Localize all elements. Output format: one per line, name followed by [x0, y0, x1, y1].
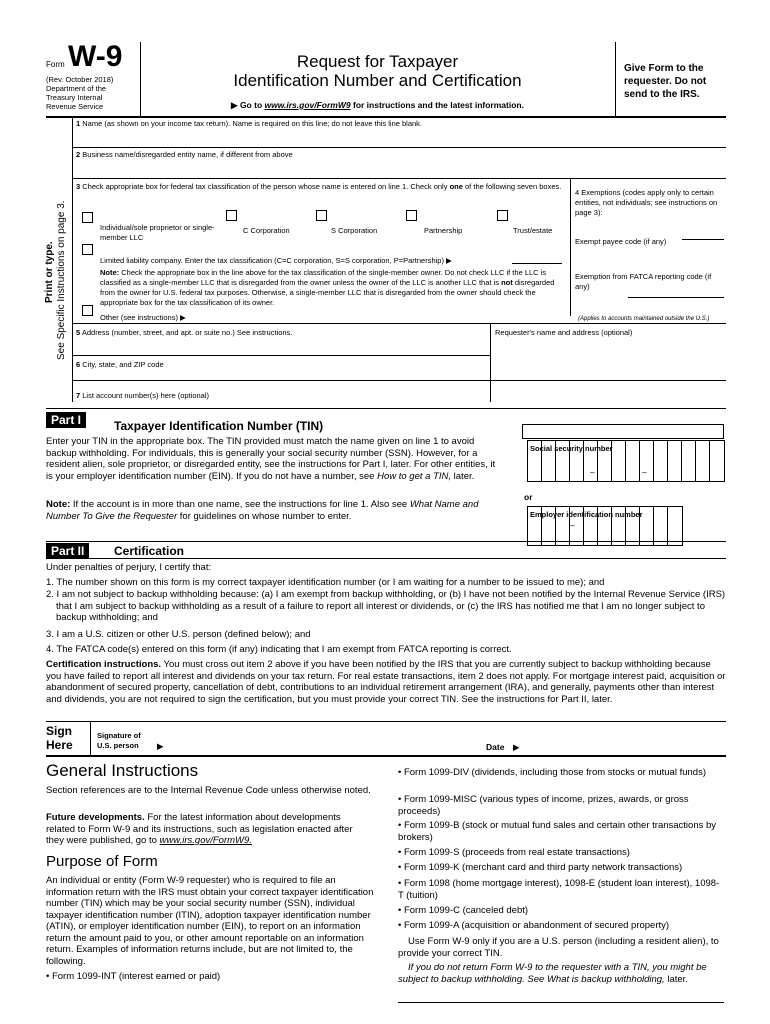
cert-item-1: 1. The number shown on this form is my correct taxpayer identification number (or I am waiting for a number to be issued to me); and: [46, 577, 605, 588]
part1-label: Part I: [46, 412, 86, 428]
checkbox-c-corp[interactable]: [226, 210, 237, 221]
line2-input[interactable]: [76, 161, 724, 177]
opt-trust-label: Trust/estate: [513, 226, 553, 235]
irs-link[interactable]: www.irs.gov/FormW9: [264, 100, 351, 110]
dept-line2: Treasury Internal: [46, 93, 103, 102]
bullet-1099-int: • Form 1099-INT (interest earned or paid): [46, 971, 221, 982]
fatca-input[interactable]: [628, 297, 724, 298]
ein-input[interactable]: [527, 506, 683, 546]
opt-individual-label: Individual/sole proprietor or single-member LLC: [100, 223, 215, 242]
cert-item-3: 3. I am a U.S. citizen or other U.S. person (defined below); and: [46, 629, 311, 640]
checkbox-partnership[interactable]: [406, 210, 417, 221]
line3-label: 3 Check appropriate box for federal tax classification of the person whose name is entered on line 1. Check only one of the following seven boxes.: [76, 182, 562, 191]
purpose-text: An individual or entity (Form W-9 requester) who is required to file an information return with the IRS must obtain your correct taxpayer identification number (TIN) which may be your social security number (SSN), individual taxpayer identification number (ITIN), adoption taxpayer identification number (ATIN), or employer identification number (EIN), to report on an information return the amount paid to you, or other amount reportable on an information return. Examples of information returns include, but are not limited to, the following.: [46, 875, 374, 967]
future-developments: Future developments. For the latest information about developments related to Form W-9 and its instructions, such as legislation enacted after they were published, go to www.irs.gov/FormW9.: [46, 812, 353, 846]
checkbox-other[interactable]: [82, 305, 93, 316]
form-title-line2: Identification Number and Certification: [233, 71, 522, 90]
goto-prefix: ▶ Go to: [231, 100, 265, 110]
form-title-line1: Request for Taxpayer: [296, 52, 459, 71]
part1-title: Taxpayer Identification Number (TIN): [114, 419, 324, 433]
give-form-note: Give Form to the requester. Do not send to the IRS.: [624, 63, 707, 100]
ssn-input[interactable]: [527, 440, 725, 482]
llc-classification-input[interactable]: [512, 263, 562, 264]
goto-suffix: for instructions and the latest information.: [350, 100, 524, 110]
use-form-text: Use Form W-9 only if you are a U.S. person (including a resident alien), to provide your correct TIN.: [398, 936, 719, 959]
dept-line3: Revenue Service: [46, 102, 104, 111]
date-input[interactable]: [525, 728, 723, 752]
opt-s-corp-label: S Corporation: [331, 226, 378, 235]
checkbox-trust-estate[interactable]: [497, 210, 508, 221]
line6-label: 6 City, state, and ZIP code: [76, 360, 164, 369]
checkbox-llc[interactable]: [82, 244, 93, 255]
llc-note: Note: Check the appropriate box in the line above for the tax classification of the single-member owner. Do not check LLC if the LLC is classified as a single-member LLC that is disregarded from the owner unless the owner of the LLC is another LLC that is not disregarded from the owner for U.S. federal tax purposes. Otherwise, a single-member LLC that is disregarded from the owner should check the appropriate box for the tax classification of its owner.: [100, 268, 555, 307]
dept-line1: Department of the: [46, 84, 107, 93]
exempt-payee-label: Exempt payee code (if any): [575, 237, 667, 246]
general-instructions-heading: General Instructions: [46, 761, 199, 780]
signature-arrow: ▶: [157, 741, 164, 751]
part2-intro: Under penalties of perjury, I certify that:: [46, 562, 212, 573]
or-label: or: [524, 492, 533, 502]
llc-label: Limited liability company. Enter the tax classification (C=C corporation, S=S corporation, P=Partnership) ▶: [100, 256, 452, 265]
checkbox-s-corp[interactable]: [316, 210, 327, 221]
purpose-heading: Purpose of Form: [46, 853, 158, 870]
revision-date: (Rev. October 2018): [46, 75, 114, 84]
line1-label: 1 Name (as shown on your income tax return). Name is required on this line; do not leave this line blank.: [76, 119, 423, 128]
right-bullet-5: • Form 1099-K (merchant card and third party network transactions): [398, 862, 683, 873]
opt-c-corp-label: C Corporation: [243, 226, 290, 235]
part1-note: Note: If the account is in more than one name, see the instructions for line 1. Also see What Name and Number To Give the Requester for guidelines on whose number to enter.: [46, 499, 479, 522]
right-bullet-4: • Form 1099-S (proceeds from real estate transactions): [398, 847, 630, 858]
us-person-label: U.S. person: [97, 741, 139, 750]
right-bullet-6: • Form 1098 (home mortgage interest), 1098-E (student loan interest), 1098-T (tuition): [398, 878, 720, 901]
part2-title: Certification: [114, 544, 185, 558]
goto-instructions: [140, 100, 615, 111]
right-bullet-3: • Form 1099-B (stock or mutual fund sales and certain other transactions by brokers): [398, 820, 717, 843]
part1-instructions: Enter your TIN in the appropriate box. The TIN provided must match the name given on line 1 to avoid backup withholding. For individuals, this is generally your social security number (SSN). However, for a resident alien, sole proprietor, or disregarded entity, see the instructions for Part I, later. For other entities, it is your employer identification number (EIN). If you do not have a number, see How to get a TIN, later.: [46, 436, 496, 482]
ssn-dash-2: –: [642, 467, 647, 477]
part2-label: Part II: [46, 543, 89, 559]
line2-label: 2 Business name/disregarded entity name, if different from above: [76, 150, 293, 159]
right-bullet-1: • Form 1099-DIV (dividends, including those from stocks or mutual funds): [398, 767, 706, 778]
ein-dash: –: [570, 520, 575, 530]
line5-label: 5 Address (number, street, and apt. or suite no.) See instructions.: [76, 328, 293, 337]
ssn-label: Social security number: [530, 444, 613, 453]
opt-partnership-label: Partnership: [424, 226, 463, 235]
cert-item-4: 4. The FATCA code(s) entered on this form (if any) indicating that I am exempt from FATCA reporting is correct.: [46, 644, 512, 655]
checkbox-individual[interactable]: [82, 212, 93, 223]
cert-item-2: 2. I am not subject to backup withholding because: (a) I am exempt from backup withholding, or (b) I have not been notified by the Internal Revenue Service (IRS) that I am subject to backup withholding as a result of a failure to report all interest or dividends, or (c) the IRS has notified me that I am no longer subject to backup withholding; and: [46, 589, 726, 623]
fatca-note: (Applies to accounts maintained outside the U.S.): [578, 316, 710, 322]
cert-instructions: Certification instructions. You must cross out item 2 above if you have been notified by the IRS that you are currently subject to backup withholding because you have failed to report all interest and dividends on your tax return. For real estate transactions, item 2 does not apply. For mortgage interest paid, acquisition or abandonment of secured property, cancellation of debt, contributions to an individual retirement arrangement (IRA), and generally, payments other than interest and dividends, you are not required to sign the certification, but you must provide your correct TIN. See the instructions for Part II, later.: [46, 659, 726, 705]
other-label: Other (see instructions) ▶: [100, 313, 186, 322]
ein-label: Employer identification number: [530, 510, 643, 519]
general-p1: Section references are to the Internal Revenue Code unless otherwise noted.: [46, 785, 371, 796]
requester-label: Requester's name and address (optional): [495, 328, 633, 337]
exemptions-title: 4 Exemptions (codes apply only to certain entities, not individuals; see instructions on page 3):: [575, 188, 718, 217]
form-number: W-9: [68, 40, 123, 73]
fatca-label: Exemption from FATCA reporting code (if any): [575, 272, 712, 291]
ssn-dash-1: –: [590, 467, 595, 477]
signature-label: Signature of: [97, 731, 141, 740]
side-print-or-type: Print or type.: [44, 241, 55, 303]
line5-input[interactable]: [76, 340, 486, 354]
line7-label: 7 List account number(s) here (optional): [76, 391, 209, 400]
form-label: Form: [46, 60, 65, 69]
line6-input[interactable]: [76, 371, 486, 379]
backup-note: If you do not return Form W-9 to the requester with a TIN, you might be subject to backup withholding. See What is backup withholding, later.: [398, 962, 707, 985]
requester-input[interactable]: [495, 340, 723, 400]
sign-label: Sign: [46, 724, 72, 738]
here-label: Here: [46, 738, 73, 752]
irs-link-2[interactable]: www.irs.gov/FormW9.: [159, 835, 252, 846]
side-see-instructions: See Specific Instructions on page 3.: [56, 200, 67, 360]
exempt-payee-input[interactable]: [682, 239, 724, 240]
signature-input[interactable]: [170, 728, 480, 752]
date-label: Date: [486, 742, 505, 752]
date-arrow: ▶: [513, 742, 520, 752]
right-bullet-8: • Form 1099-A (acquisition or abandonment of secured property): [398, 920, 670, 931]
right-bullet-7: • Form 1099-C (canceled debt): [398, 905, 529, 916]
line1-input[interactable]: [76, 130, 724, 146]
right-bullet-2: • Form 1099-MISC (various types of income, prizes, awards, or gross proceeds): [398, 794, 689, 817]
